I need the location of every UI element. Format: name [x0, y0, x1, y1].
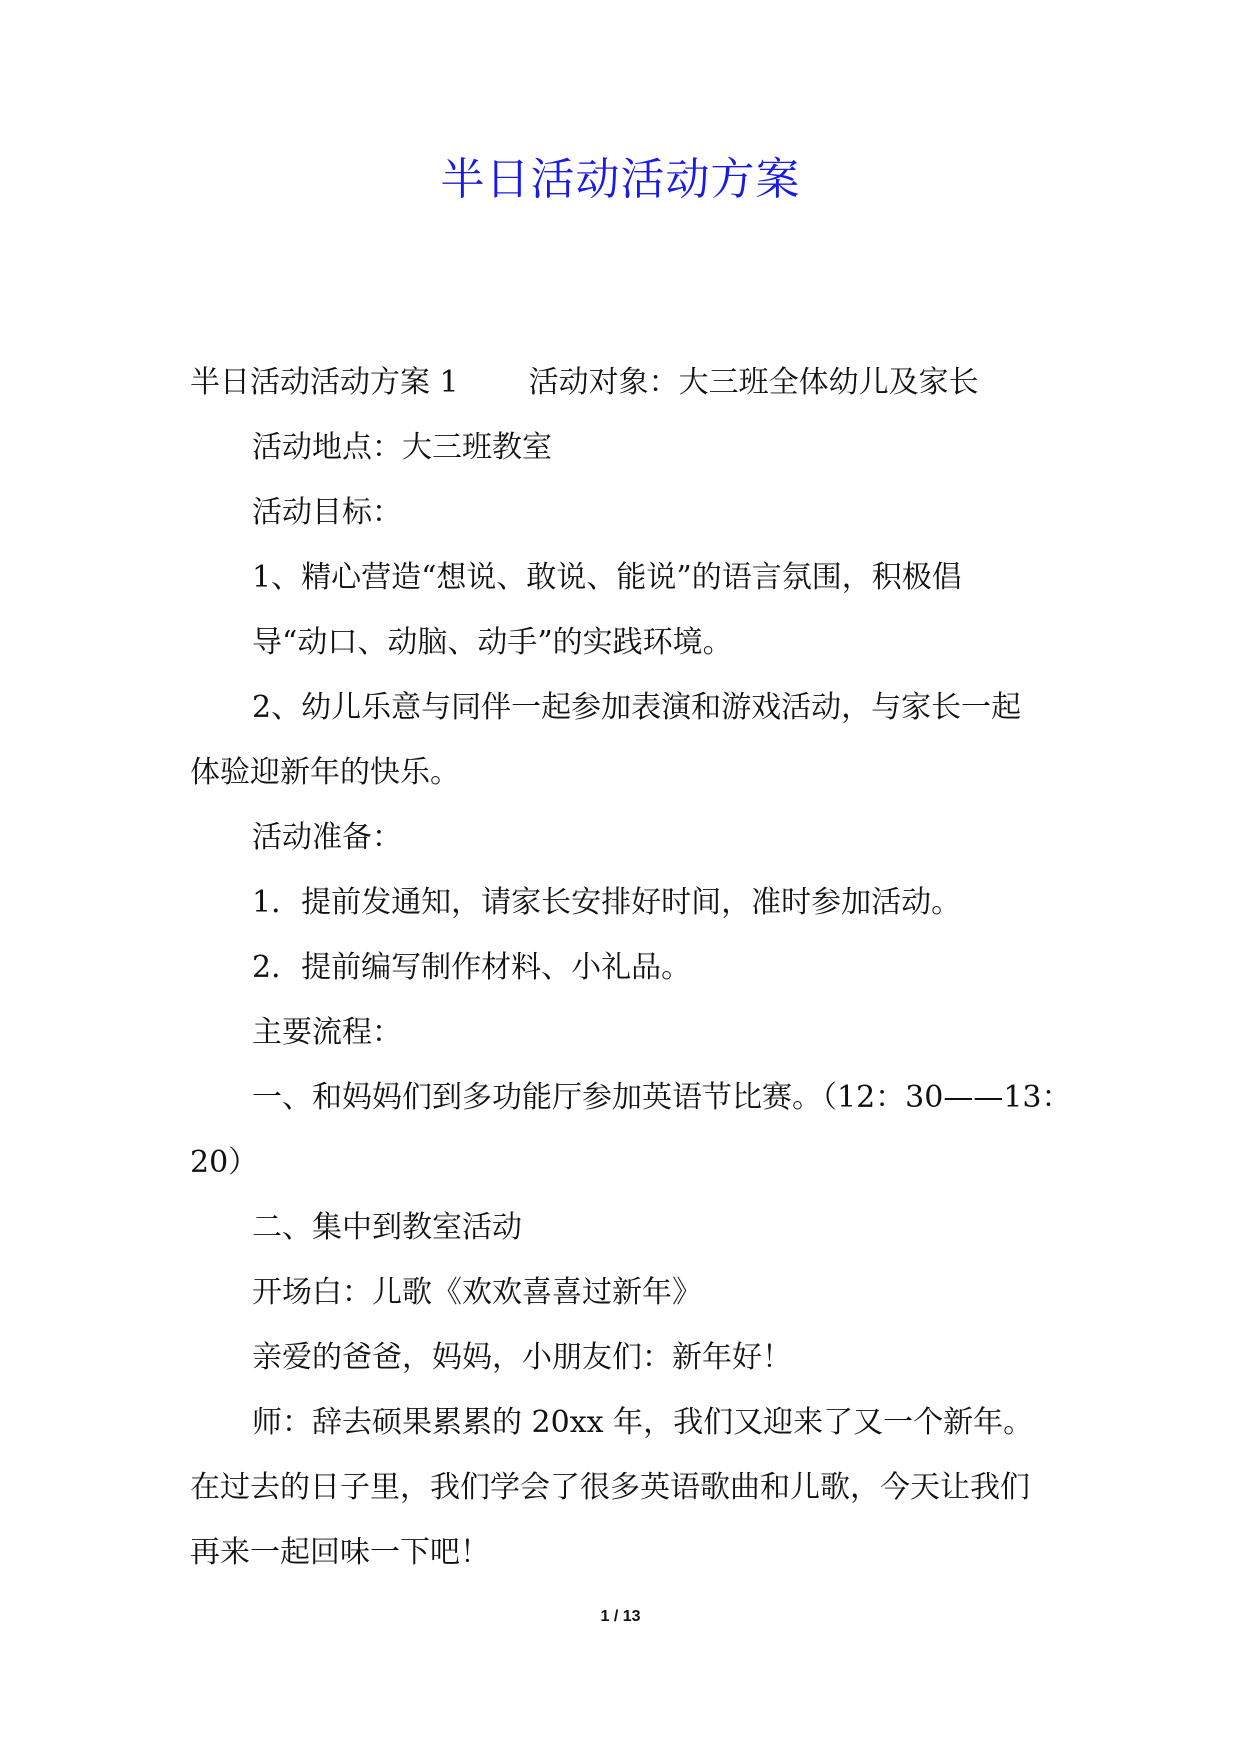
paragraph-process-1-cont: 20） [190, 1145, 259, 1180]
paragraph-teacher: 师：辞去硕果累累的 20xx 年，我们又迎来了又一个新年。 [252, 1405, 1034, 1440]
page-number: 1 / 13 [600, 1608, 641, 1625]
paragraph-teacher-cont-1: 在过去的日子里，我们学会了很多英语歌曲和儿歌，今天让我们 [190, 1470, 1030, 1505]
paragraph-prep-heading: 活动准备： [252, 820, 402, 855]
paragraph-process-2: 二、集中到教室活动 [252, 1210, 522, 1245]
paragraph-goal-2-cont: 体验迎新年的快乐。 [190, 755, 460, 790]
paragraph-goal-2: 2、幼儿乐意与同伴一起参加表演和游戏活动，与家长一起 [252, 690, 1022, 725]
paragraph-greeting: 亲爱的爸爸，妈妈，小朋友们：新年好！ [252, 1340, 792, 1375]
paragraph-process-heading: 主要流程： [252, 1015, 402, 1050]
section-heading: 半日活动活动方案 1 [190, 365, 459, 400]
document-body [190, 350, 1072, 1585]
paragraph-opening: 开场白：儿歌《欢欢喜喜过新年》 [252, 1275, 702, 1310]
paragraph-teacher-cont-2: 再来一起回味一下吧！ [190, 1535, 490, 1570]
paragraph-activity-target: 活动对象：大三班全体幼儿及家长 [528, 365, 979, 400]
paragraph-prep-2: 2．提前编写制作材料、小礼品。 [252, 950, 692, 985]
paragraph-process-1: 一、和妈妈们到多功能厅参加英语节比赛。（12：30——13： [252, 1080, 1072, 1115]
paragraph-prep-1: 1．提前发通知，请家长安排好时间，准时参加活动。 [252, 885, 962, 920]
document-title: 半日活动活动方案 [440, 154, 801, 205]
paragraph-goal-1-cont: 导“动口、动脑、动手”的实践环境。 [252, 625, 733, 660]
paragraph-activity-location: 活动地点：大三班教室 [252, 430, 552, 465]
paragraph-goals-heading: 活动目标： [252, 495, 402, 530]
heading-line [190, 350, 1060, 415]
paragraph-goal-1: 1、精心营造“想说、敢说、能说”的语言氛围，积极倡 [252, 560, 962, 595]
